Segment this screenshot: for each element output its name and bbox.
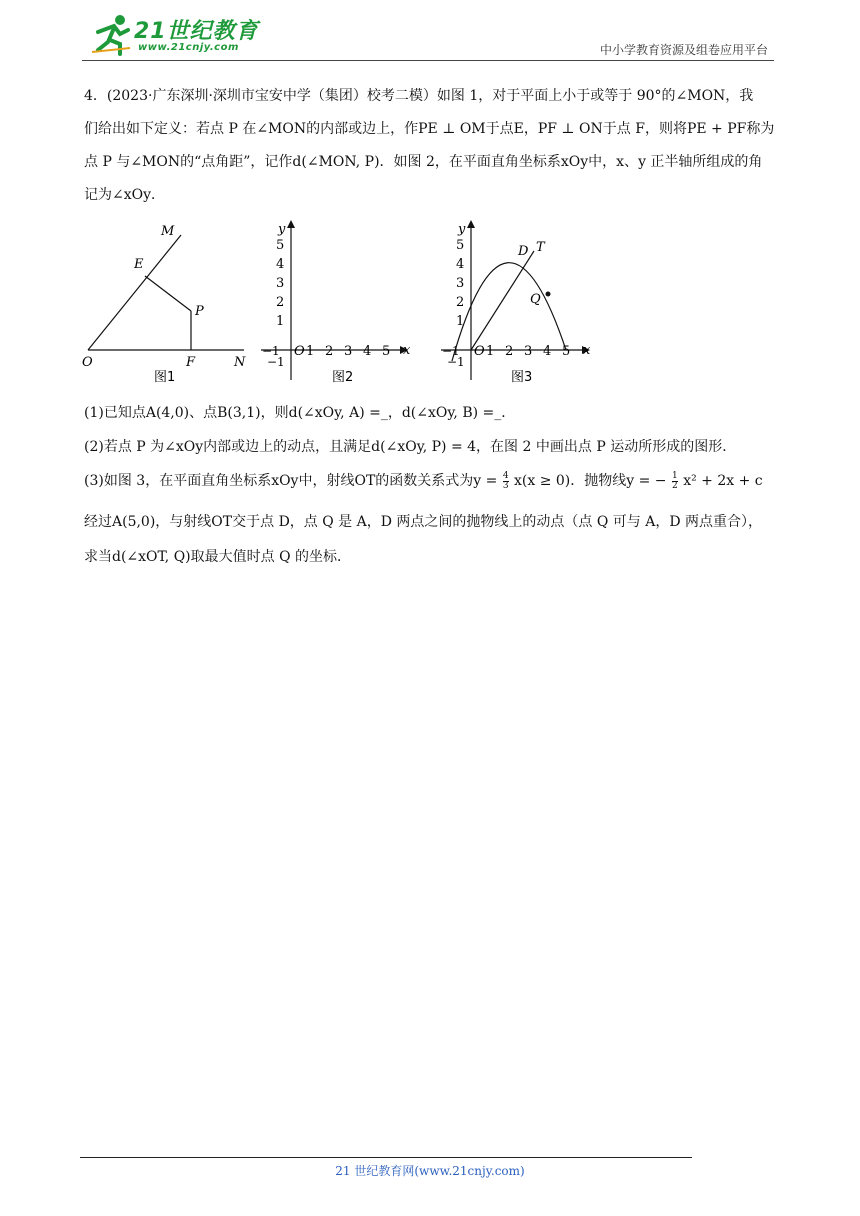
x-tick-3: 3 [344,344,353,359]
y-tick-2: 2 [456,295,465,310]
logo-text: 21世纪教育 [134,19,259,44]
x-tick-O: O [474,344,485,359]
fraction-denominator: 3 [502,480,509,491]
site-logo[interactable] [90,12,260,58]
label-N: N [234,355,246,370]
figures [76,215,616,395]
axis-y-label: y [278,222,286,237]
question-line-2: 们给出如下定义：若点 P 在∠MON的内部或边上，作PE ⊥ OM于点E，PF ⊥ ON于点 F，则将PE + PF称为 [84,121,775,137]
figure-3-caption: 图3 [511,370,533,385]
figure-2 [261,220,411,385]
x-tick-neg1: −1 [262,344,280,358]
part-3-text-b: x(x ≥ 0)．抛物线y = − [514,473,667,489]
y-tick-3: 3 [276,276,285,291]
figure-2-caption: 图2 [332,370,354,385]
part-3-line-3: 求当d(∠xOT, Q)取最大值时点 Q 的坐标． [84,549,352,565]
x-tick-1: 1 [306,344,315,359]
y-tick-1: 1 [456,314,465,329]
x-tick-3: 3 [524,344,533,359]
header-slogan: 中小学教育资源及组卷应用平台 [599,43,768,57]
y-tick-3: 3 [456,276,465,291]
x-tick-2: 2 [505,344,514,359]
fraction-4-3 [503,472,509,491]
x-tick-5: 5 [562,344,571,359]
question-line-1: 4．(2023·广东深圳·深圳市宝安中学（集团）校考二模）如图 1，对于平面上小于或等于 90°的∠MON，我 [84,88,754,104]
fraction-numerator: 1 [672,470,678,481]
y-tick-4: 4 [456,257,465,272]
x-tick-1: 1 [486,344,495,359]
label-E: E [134,257,144,272]
axis-y-label: y [458,222,466,237]
logo-url: www.21cnjy.com [138,42,239,53]
x-tick-5: 5 [382,344,391,359]
x-tick-2: 2 [325,344,334,359]
axis-x-label: x [583,343,591,358]
label-O: O [82,355,93,370]
fraction-1-2 [672,472,678,491]
page-header [82,8,774,61]
figure-1 [82,224,246,385]
x-tick-neg1: −1 [442,344,460,358]
label-P: P [195,304,204,319]
axis-x-label: x [403,343,411,358]
part-3-line-2: 经过A(5,0)，与射线OT交于点 D，点 Q 是 A，D 两点之间的抛物线上的动点（点 Q 可与 A，D 两点重合）， [84,514,763,530]
fraction-denominator: 2 [672,480,678,491]
question-line-4: 记为∠xOy． [84,187,166,203]
runner-icon [90,12,134,56]
x-tick-4: 4 [543,344,552,359]
part-3-text-c: x² + 2x + c [683,473,763,489]
y-tick-neg1: −1 [447,355,465,369]
part-2: (2)若点 P 为∠xOy内部或边上的动点，且满足d(∠xOy, P) = 4，在图 2 中画出点 P 运动所形成的图形． [84,439,737,455]
x-tick-O: O [294,344,305,359]
y-tick-4: 4 [276,257,285,272]
footer-divider [80,1157,692,1158]
figure-1-caption: 图1 [154,370,176,385]
fraction-numerator: 4 [502,470,509,481]
part-3-text-a: (3)如图 3，在平面直角坐标系xOy中，射线OT的函数关系式为y = [84,473,498,489]
label-M: M [161,224,175,239]
part-1: (1)已知点A(4,0)、点B(3,1)，则d(∠xOy, A) =_，d(∠xOy, B) =_． [84,405,516,421]
label-T: T [536,240,545,255]
y-tick-1: 1 [276,314,285,329]
y-tick-5: 5 [276,238,285,253]
label-Q: Q [530,292,541,307]
y-tick-neg1: −1 [267,355,285,369]
y-tick-5: 5 [456,238,465,253]
figure-3 [441,220,591,385]
x-tick-4: 4 [363,344,372,359]
part-3-line-1 [84,470,763,491]
label-F: F [186,355,196,370]
question-line-3: 点 P 与∠MON的“点角距”，记作d(∠MON, P)．如图 2，在平面直角坐标系xOy中，x、y 正半轴所组成的角 [84,154,763,170]
label-D: D [518,244,529,259]
footer-link[interactable]: 21 世纪教育网(www.21cnjy.com) [335,1164,525,1178]
y-tick-2: 2 [276,295,285,310]
question-stem [84,80,778,212]
